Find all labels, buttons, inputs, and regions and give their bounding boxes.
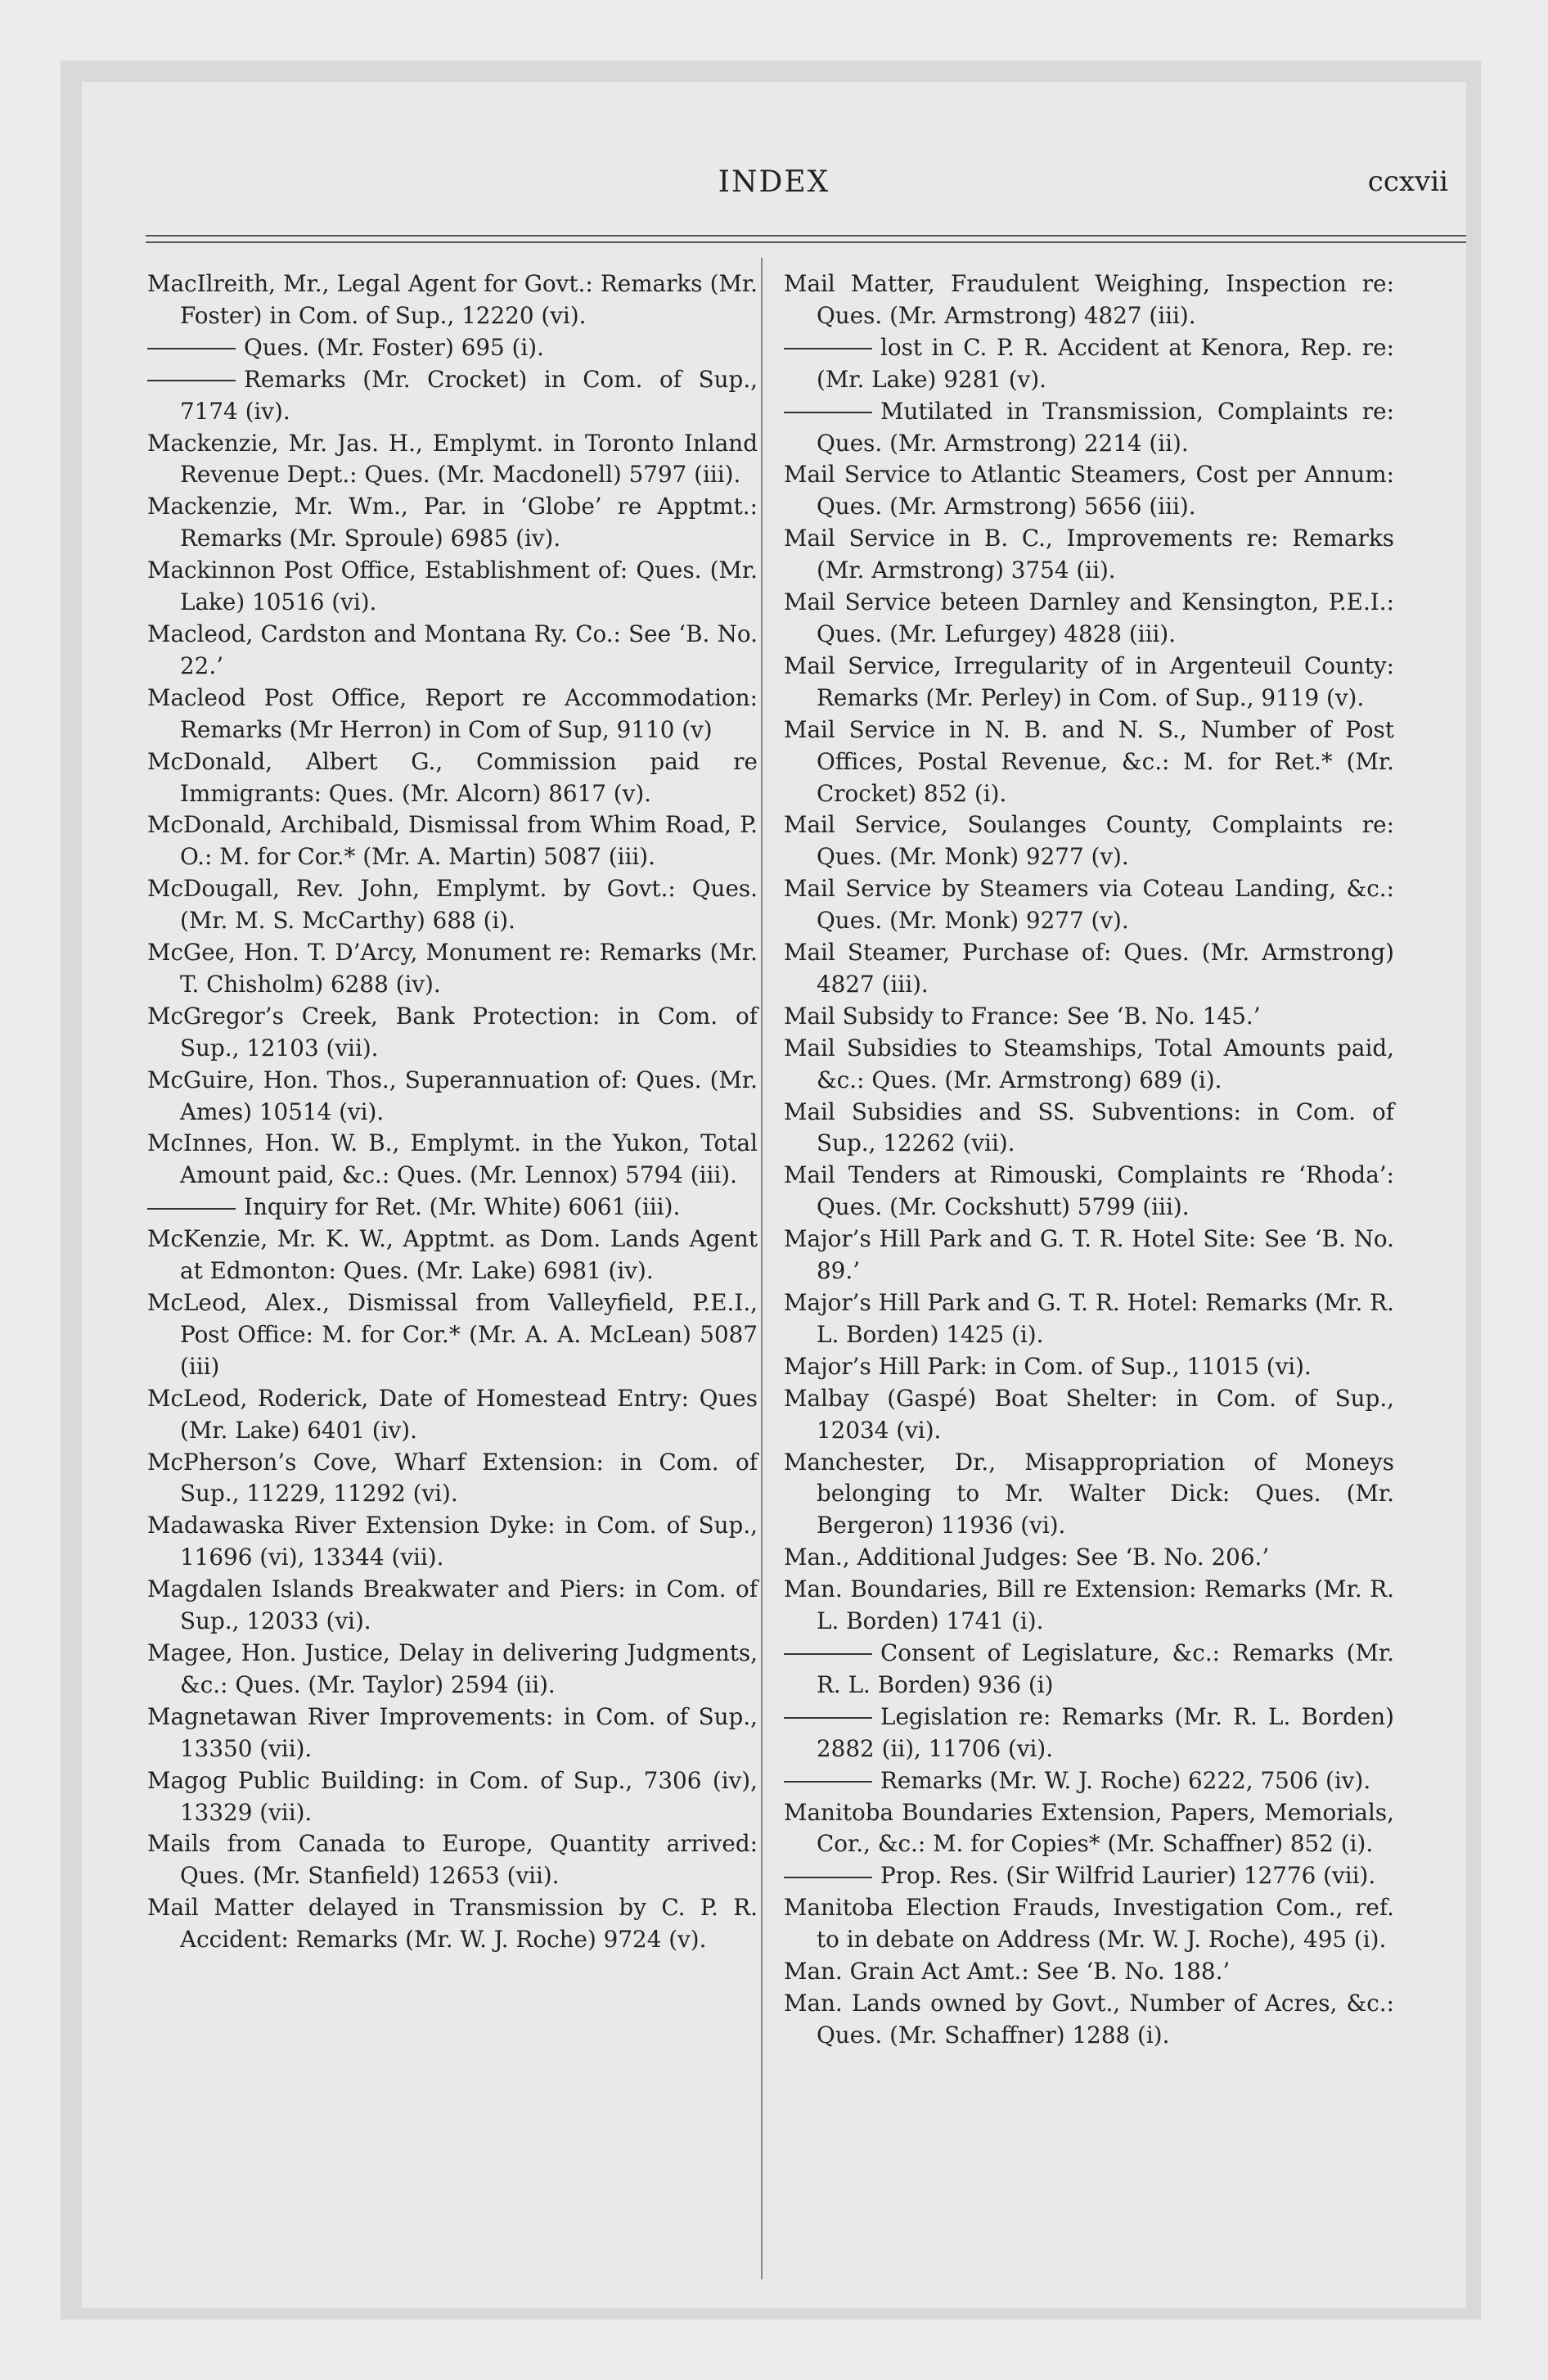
continuation-dash <box>784 1653 872 1655</box>
index-entry <box>784 651 1394 714</box>
index-entry <box>147 873 758 937</box>
index-entry-text: McPherson’s Cove, Wharf Extension: in Com. of Sup., 11229, 11292 (vi). <box>147 1448 758 1508</box>
right-column <box>784 268 1394 2052</box>
column-divider <box>761 258 763 2279</box>
index-entry <box>784 1702 1394 1765</box>
index-entry-text: McDougall, Rev. John, Emplymt. by Govt.: Ques. (Mr. M. S. McCarthy) 688 (i). <box>147 875 758 935</box>
index-entry <box>784 1097 1394 1161</box>
index-entry-text: Mail Tenders at Rimouski, Complaints re ‘Rhoda’: Ques. (Mr. Cockshutt) 5799 (iii). <box>784 1161 1394 1221</box>
index-entry-text: Mail Matter, Fraudulent Weighing, Inspection re: Ques. (Mr. Armstrong) 4827 (iii). <box>784 270 1394 329</box>
header-rule-double <box>146 241 1466 243</box>
index-entry-text: McDonald, Albert G., Commission paid re Immigrants: Ques. (Mr. Alcorn) 8617 (v). <box>147 747 758 807</box>
index-entry-text: Mail Steamer, Purchase of: Ques. (Mr. Armstrong) 4827 (iii). <box>784 939 1394 998</box>
index-entry-text: Major’s Hill Park and G. T. R. Hotel Site: See ‘B. No. 89.’ <box>784 1225 1394 1285</box>
index-entry-text: Consent of Legislature, &c.: Remarks (Mr. R. L. Borden) 936 (i) <box>817 1639 1394 1698</box>
index-entry-text: Legislation re: Remarks (Mr. R. L. Borden) 2882 (ii), 11706 (vi). <box>817 1702 1394 1762</box>
index-entry-text: McLeod, Roderick, Date of Homestead Entry: Ques (Mr. Lake) 6401 (iv). <box>147 1384 758 1444</box>
index-entry-text: Manchester, Dr., Misappropriation of Moneys belonging to Mr. Walter Dick: Ques. (Mr. Bergeron) 11936 (vi). <box>784 1448 1394 1539</box>
index-entry-text: Mail Service by Steamers via Coteau Landing, &c.: Ques. (Mr. Monk) 9277 (v). <box>784 875 1394 935</box>
index-entry <box>147 1765 758 1829</box>
index-entry-text: McInnes, Hon. W. B., Emplymt. in the Yukon, Total Amount paid, &c.: Ques. (Mr. Lennox) 5794 (iii). <box>147 1129 758 1189</box>
continuation-dash <box>147 380 236 381</box>
index-entry-text: Mackenzie, Mr. Wm., Par. in ‘Globe’ re Apptmt.: Remarks (Mr. Sproule) 6985 (iv). <box>147 493 758 552</box>
index-entry <box>784 1860 1394 1892</box>
index-entry <box>784 1224 1394 1287</box>
index-entry <box>784 809 1394 873</box>
index-entry-text: Magog Public Building: in Com. of Sup., 7306 (iv), 13329 (vii). <box>147 1766 758 1826</box>
index-entry <box>784 587 1394 651</box>
index-entry-text: Mail Service beteen Darnley and Kensington, P.E.I.: Ques. (Mr. Lefurgey) 4828 (iii). <box>784 588 1394 647</box>
index-entry <box>784 873 1394 937</box>
index-entry <box>147 746 758 810</box>
index-entry <box>784 1765 1394 1797</box>
index-entry <box>784 1351 1394 1383</box>
index-entry <box>147 1638 758 1702</box>
index-entry <box>147 1510 758 1574</box>
index-entry <box>147 1383 758 1447</box>
index-entry <box>147 364 758 428</box>
index-entry-text: Man., Additional Judges: See ‘B. No. 206.’ <box>784 1544 1270 1571</box>
index-entry-text: Mails from Canada to Europe, Quantity arrived: Ques. (Mr. Stanfield) 12653 (vii). <box>147 1830 758 1890</box>
index-entry <box>784 332 1394 396</box>
left-column <box>147 268 758 1956</box>
index-entry <box>784 1542 1394 1574</box>
index-entry-text: lost in C. P. R. Accident at Kenora, Rep. re: (Mr. Lake) 9281 (v). <box>817 333 1394 393</box>
index-entry <box>147 1828 758 1892</box>
index-entry-text: McGuire, Hon. Thos., Superannuation of: Ques. (Mr. Ames) 10514 (vi). <box>147 1066 758 1125</box>
index-entry-text: McGregor’s Creek, Bank Protection: in Com. of Sup., 12103 (vii). <box>147 1002 758 1062</box>
continuation-dash <box>784 1877 872 1878</box>
index-entry-text: Mail Subsidies and SS. Subventions: in Com. of Sup., 12262 (vii). <box>784 1098 1394 1157</box>
index-entry <box>784 523 1394 587</box>
index-entry-text: Inquiry for Ret. (Mr. White) 6061 (iii). <box>244 1193 681 1221</box>
index-entry <box>147 1447 758 1511</box>
index-entry-text: McLeod, Alex., Dismissal from Valleyfield, P.E.I., Post Office: M. for Cor.* (Mr. A. A. McLean) 5087 (iii) <box>147 1289 758 1380</box>
header-rule <box>146 235 1466 237</box>
index-entry-text: Major’s Hill Park: in Com. of Sup., 11015 (vi). <box>784 1352 1312 1380</box>
index-entry <box>147 555 758 619</box>
index-entry <box>147 1065 758 1129</box>
index-entry-text: Mail Service in N. B. and N. S., Number of Post Offices, Postal Revenue, &c.: M. for Ret.* (Mr. Crocket) 852 (i). <box>784 715 1394 807</box>
index-entry <box>784 268 1394 332</box>
index-entry <box>784 937 1394 1001</box>
continuation-dash <box>784 1717 872 1719</box>
page-number: ccxvii <box>1367 165 1448 198</box>
index-entry <box>147 937 758 1001</box>
index-entry-text: Macleod, Cardston and Montana Ry. Co.: See ‘B. No. 22.’ <box>147 620 758 679</box>
continuation-dash <box>784 1781 872 1783</box>
index-entry-text: Malbay (Gaspé) Boat Shelter: in Com. of Sup., 12034 (vi). <box>784 1384 1394 1444</box>
index-entry <box>784 396 1394 460</box>
index-entry <box>784 1001 1394 1033</box>
index-entry-text: Mail Subsidies to Steamships, Total Amounts paid, &c.: Ques. (Mr. Armstrong) 689 (i). <box>784 1034 1394 1093</box>
index-entry <box>784 1988 1394 2052</box>
index-entry <box>147 1224 758 1287</box>
index-entry <box>784 1287 1394 1351</box>
index-entry-text: Mail Service, Irregularity of in Argenteuil County: Remarks (Mr. Perley) in Com. of Sup., 9119 (v). <box>784 651 1394 711</box>
index-entry-text: Prop. Res. (Sir Wilfrid Laurier) 12776 (vii). <box>880 1862 1376 1890</box>
index-entry-text: Manitoba Election Frauds, Investigation Com., ref. to in debate on Address (Mr. W. J. Roche), 495 (i). <box>784 1894 1394 1954</box>
index-entry <box>147 1702 758 1765</box>
index-entry-text: Mutilated in Transmission, Complaints re: Ques. (Mr. Armstrong) 2214 (ii). <box>817 397 1394 457</box>
continuation-dash <box>147 348 236 349</box>
index-page <box>82 82 1466 2308</box>
index-entry-text: Magee, Hon. Justice, Delay in delivering Judgments, &c.: Ques. (Mr. Taylor) 2594 (ii). <box>147 1639 758 1698</box>
index-entry <box>147 683 758 746</box>
index-entry <box>784 714 1394 810</box>
index-entry-text: Man. Grain Act Amt.: See ‘B. No. 188.’ <box>784 1958 1231 1986</box>
index-entry-text: Macleod Post Office, Report re Accommodation: Remarks (Mr Herron) in Com of Sup, 9110 (v) <box>147 683 758 743</box>
index-entry <box>147 809 758 873</box>
index-entry <box>784 1956 1394 1988</box>
index-entry-text: Man. Boundaries, Bill re Extension: Remarks (Mr. R. L. Borden) 1741 (i). <box>784 1575 1394 1635</box>
index-entry-text: Mail Subsidy to France: See ‘B. No. 145.’ <box>784 1002 1261 1030</box>
index-entry-text: Remarks (Mr. W. J. Roche) 6222, 7506 (iv). <box>880 1766 1371 1794</box>
index-entry <box>147 619 758 683</box>
index-entry-text: Major’s Hill Park and G. T. R. Hotel: Remarks (Mr. R. L. Borden) 1425 (i). <box>784 1289 1394 1348</box>
index-entry <box>784 1892 1394 1956</box>
continuation-dash <box>784 348 872 349</box>
index-entry-text: Mail Service to Atlantic Steamers, Cost per Annum: Ques. (Mr. Armstrong) 5656 (iii). <box>784 461 1394 521</box>
index-entry <box>784 1638 1394 1702</box>
index-entry <box>784 1160 1394 1224</box>
index-entry <box>147 491 758 555</box>
index-entry <box>147 1001 758 1065</box>
index-entry <box>784 1033 1394 1097</box>
continuation-dash <box>147 1208 236 1210</box>
index-entry-text: Madawaska River Extension Dyke: in Com. of Sup., 11696 (vi), 13344 (vii). <box>147 1512 758 1571</box>
index-entry <box>147 1128 758 1192</box>
index-entry-text: Ques. (Mr. Foster) 695 (i). <box>244 333 544 361</box>
index-entry-text: Mackenzie, Mr. Jas. H., Emplymt. in Toronto Inland Revenue Dept.: Ques. (Mr. Macdonell) 5797 (iii). <box>147 429 758 489</box>
index-entry-text: McGee, Hon. T. D’Arcy, Monument re: Remarks (Mr. T. Chisholm) 6288 (iv). <box>147 939 758 998</box>
index-entry-text: Magnetawan River Improvements: in Com. of Sup., 13350 (vii). <box>147 1702 758 1762</box>
index-entry <box>147 428 758 492</box>
index-entry <box>147 268 758 332</box>
index-entry-text: Remarks (Mr. Crocket) in Com. of Sup., 7174 (iv). <box>180 365 758 425</box>
page-title: INDEX <box>718 165 830 199</box>
index-entry-text: Magdalen Islands Breakwater and Piers: in Com. of Sup., 12033 (vi). <box>147 1575 758 1635</box>
index-entry <box>784 1383 1394 1447</box>
continuation-dash <box>784 412 872 413</box>
page-header <box>82 165 1466 214</box>
index-entry <box>147 1892 758 1956</box>
index-entry <box>784 1574 1394 1638</box>
index-entry <box>147 1287 758 1383</box>
index-entry-text: Manitoba Boundaries Extension, Papers, Memorials, Cor., &c.: M. for Copies* (Mr. Schaffner) 852 (i). <box>784 1798 1394 1858</box>
index-entry <box>784 1797 1394 1861</box>
index-entry <box>147 1574 758 1638</box>
index-entry-text: MacIlreith, Mr., Legal Agent for Govt.: Remarks (Mr. Foster) in Com. of Sup., 12220 (vi). <box>147 270 758 329</box>
index-entry-text: Mail Service, Soulanges County, Complaints re: Ques. (Mr. Monk) 9277 (v). <box>784 811 1394 871</box>
index-entry-text: Mail Matter delayed in Transmission by C. P. R. Accident: Remarks (Mr. W. J. Roche) 9724 (v). <box>147 1894 758 1954</box>
index-entry-text: McKenzie, Mr. K. W., Apptmt. as Dom. Lands Agent at Edmonton: Ques. (Mr. Lake) 6981 (iv). <box>147 1225 758 1285</box>
index-entry-text: Mail Service in B. C., Improvements re: Remarks (Mr. Armstrong) 3754 (ii). <box>784 525 1394 584</box>
index-entry-text: Man. Lands owned by Govt., Number of Acres, &c.: Ques. (Mr. Schaffner) 1288 (i). <box>784 1989 1394 2049</box>
index-entry-text: McDonald, Archibald, Dismissal from Whim Road, P. O.: M. for Cor.* (Mr. A. Martin) 5087 (iii). <box>147 811 758 871</box>
index-entry-text: Mackinnon Post Office, Establishment of: Ques. (Mr. Lake) 10516 (vi). <box>147 557 758 616</box>
index-entry <box>147 332 758 364</box>
index-entry <box>784 1447 1394 1543</box>
index-entry <box>784 459 1394 523</box>
index-entry <box>147 1192 758 1224</box>
